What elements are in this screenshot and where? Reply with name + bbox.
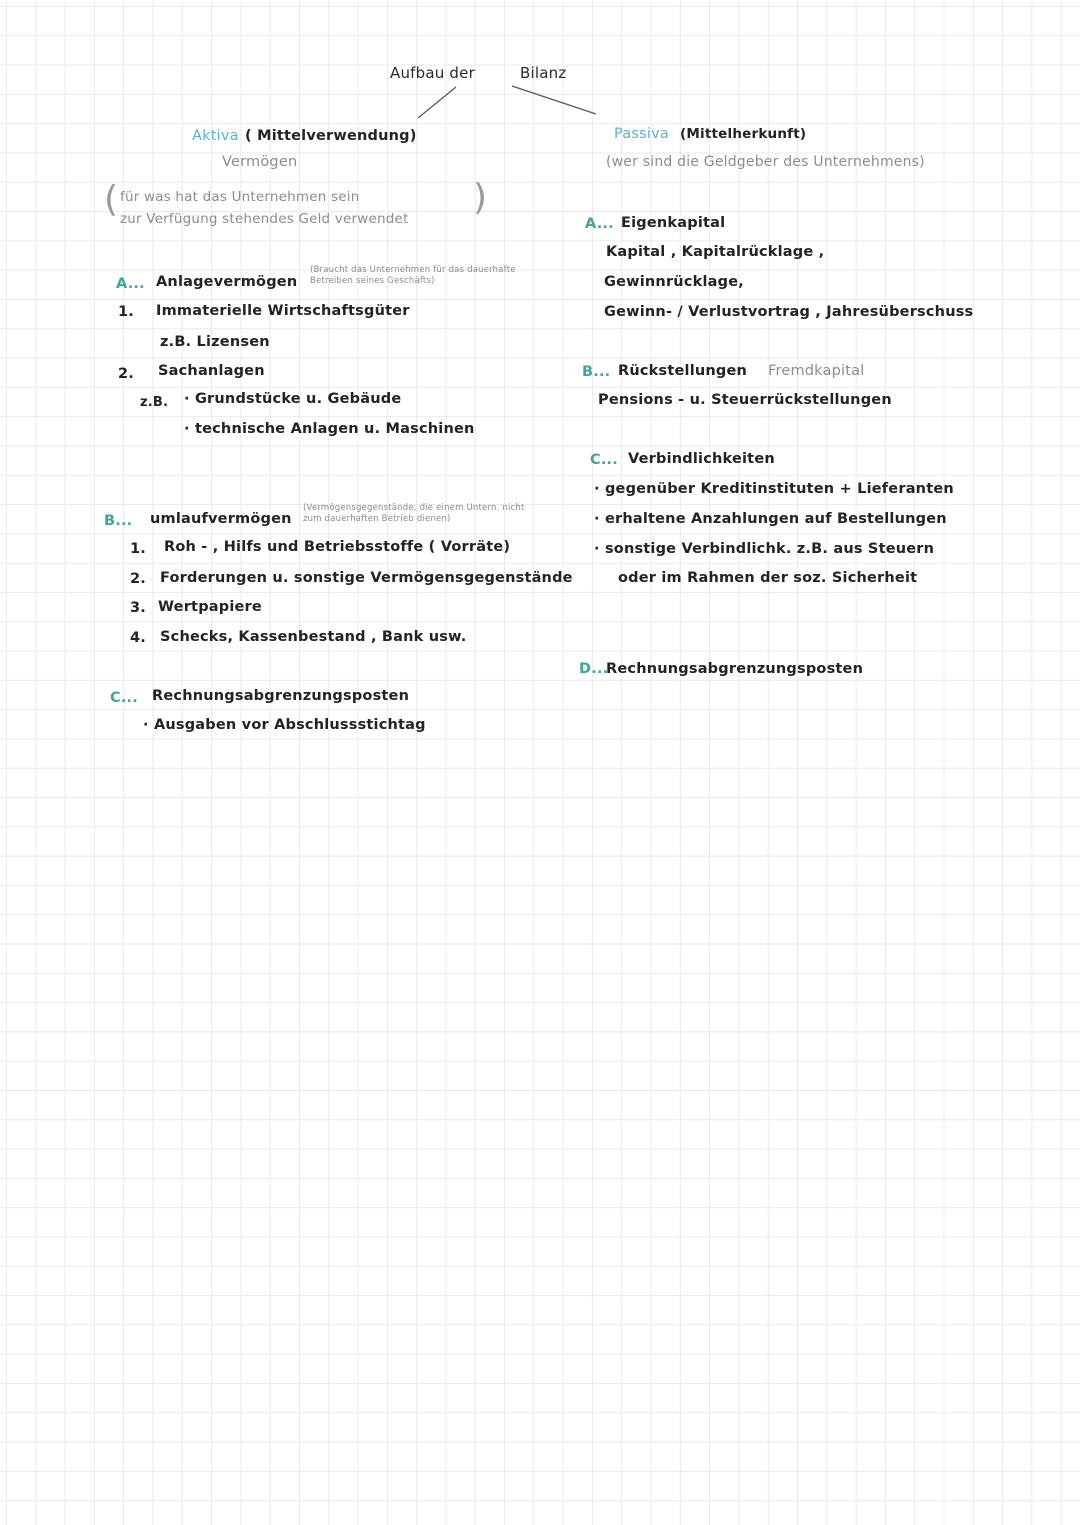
aktiva-a-item1: Immaterielle Wirtschaftsgüter [156, 303, 410, 319]
aktiva-a-item2b: · technische Anlagen u. Maschinen [184, 421, 475, 437]
branch-line-right [512, 86, 596, 114]
aktiva-b-num2: 2. [130, 571, 146, 587]
passiva-label: Passiva [614, 126, 669, 142]
aktiva-desc-bracket-close: ) [473, 177, 488, 218]
passiva-d-marker: D... [579, 661, 609, 677]
aktiva-b-item3: Wertpapiere [158, 599, 262, 615]
passiva-a-heading: Eigenkapital [621, 215, 726, 231]
aktiva-a-num1: 1. [118, 304, 134, 320]
aktiva-a-zb: z.B. [140, 395, 169, 410]
aktiva-a-marker: A... [116, 276, 145, 292]
aktiva-a-item2a: · Grundstücke u. Gebäude [184, 391, 402, 407]
passiva-a-line3: Gewinn- / Verlustvortrag , Jahresüberschuss [604, 304, 974, 320]
aktiva-c-heading: Rechnungsabgrenzungsposten [152, 688, 410, 704]
aktiva-b-item4: Schecks, Kassenbestand , Bank usw. [160, 629, 467, 645]
aktiva-b-num3: 3. [130, 600, 146, 616]
aktiva-subtitle: ( Mittelverwendung) [245, 128, 417, 144]
title-aufbau: Aufbau der [390, 64, 475, 82]
aktiva-vermoegen: Vermögen [222, 154, 298, 170]
passiva-c-heading: Verbindlichkeiten [628, 451, 775, 467]
aktiva-b-note: (Vermögensgegenstände, die einem Untern. nicht zum dauerhaften Betrieb dienen) [303, 503, 525, 524]
passiva-c-line3: · sonstige Verbindlichk. z.B. aus Steuern [594, 541, 935, 557]
passiva-c-line1: · gegenüber Kreditinstituten + Lieferanten [594, 481, 954, 497]
aktiva-b-num4: 4. [130, 630, 146, 646]
passiva-c-marker: C... [590, 452, 618, 468]
passiva-a-line2: Gewinnrücklage, [604, 274, 744, 290]
passiva-d-heading: Rechnungsabgrenzungsposten [606, 661, 864, 677]
aktiva-a-item1-example: z.B. Lizensen [160, 334, 270, 350]
aktiva-c-marker: C... [110, 690, 138, 706]
branch-line-left [418, 87, 456, 118]
aktiva-b-item1: Roh - , Hilfs und Betriebsstoffe ( Vorräte) [164, 539, 511, 555]
aktiva-desc-line1: für was hat das Unternehmen sein [120, 189, 360, 205]
aktiva-a-item2: Sachanlagen [158, 363, 265, 379]
passiva-b-fremdkapital: Fremdkapital [768, 363, 865, 379]
aktiva-b-heading: umlaufvermögen [150, 511, 292, 527]
aktiva-c-item1: · Ausgaben vor Abschlussstichtag [143, 717, 426, 733]
aktiva-a-heading: Anlagevermögen [156, 274, 298, 290]
passiva-c-line4: oder im Rahmen der soz. Sicherheit [618, 570, 918, 586]
aktiva-label: Aktiva [192, 128, 239, 144]
passiva-b-line1: Pensions - u. Steuerrückstellungen [598, 392, 892, 408]
aktiva-b-num1: 1. [130, 541, 146, 557]
passiva-a-line1: Kapital , Kapitalrücklage , [606, 244, 825, 260]
passiva-b-heading: Rückstellungen [618, 363, 748, 379]
passiva-a-marker: A... [585, 216, 614, 232]
aktiva-a-num2: 2. [118, 366, 134, 382]
aktiva-desc-bracket-open: ( [104, 179, 119, 220]
passiva-desc: (wer sind die Geldgeber des Unternehmens) [606, 154, 925, 170]
passiva-b-marker: B... [582, 364, 611, 380]
passiva-subtitle: (Mittelherkunft) [680, 126, 807, 142]
aktiva-a-note: (Braucht das Unternehmen für das dauerhafte Betreiben seines Geschäfts) [310, 265, 516, 286]
aktiva-desc-line2: zur Verfügung stehendes Geld verwendet [120, 211, 409, 227]
aktiva-b-marker: B... [104, 513, 133, 529]
passiva-c-line2: · erhaltene Anzahlungen auf Bestellungen [594, 511, 947, 527]
aktiva-b-item2: Forderungen u. sonstige Vermögensgegenstände [160, 570, 573, 586]
title-bilanz: Bilanz [520, 64, 567, 82]
